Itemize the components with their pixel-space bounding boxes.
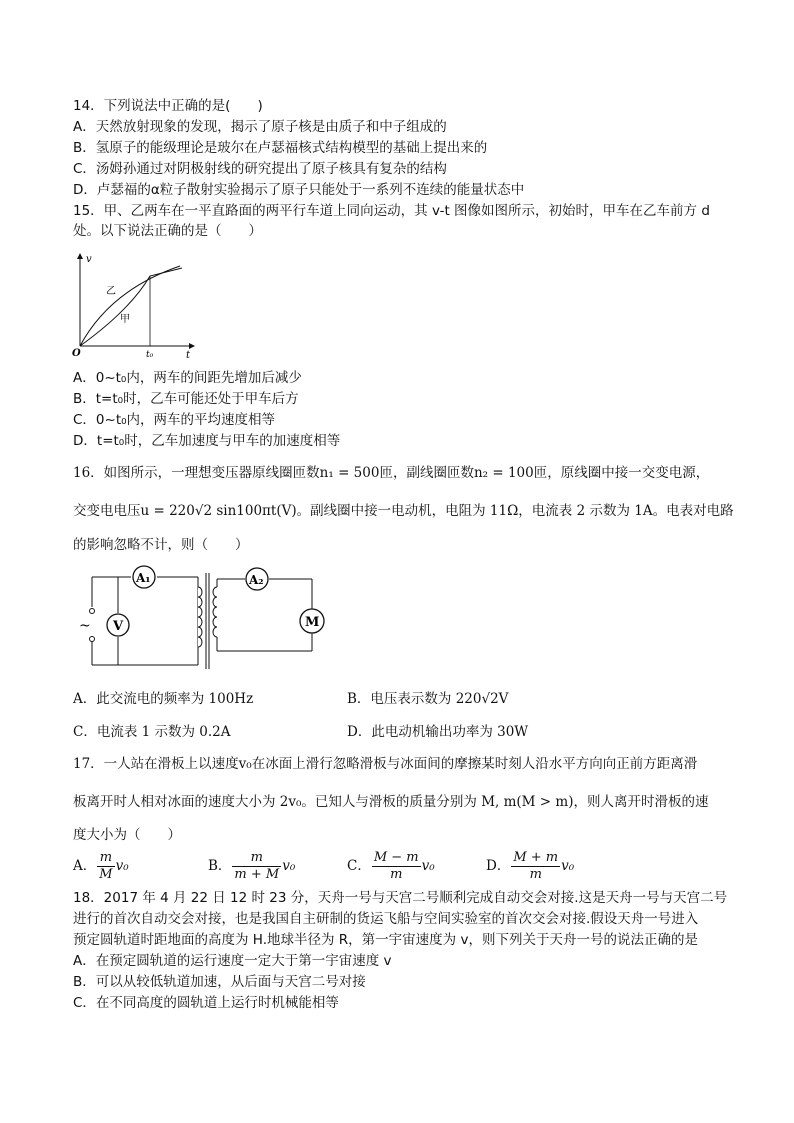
q17-option-d-velocity: v₀ — [561, 858, 575, 874]
q16-option-d: D．此电动机输出功率为 30W — [347, 724, 529, 740]
t0-label: t₀ — [146, 350, 154, 360]
q17-option-a — [73, 850, 129, 883]
q17-option-b-denominator: m + M — [234, 867, 280, 882]
q15-stem-line1: 15．甲、乙两车在一平直路面的两平行车道上同向运动，其 v-t 图像如图所示，初始时，甲车在乙车前方 d — [73, 203, 710, 219]
q18-option-a: A．在预定圆轨道的运行速度一定大于第一宇宙速度 v — [73, 953, 392, 969]
q18-option-b: B．可以从较低轨道加速，从后面与天宫二号对接 — [73, 974, 366, 990]
yi-label: 乙 — [106, 286, 116, 297]
q15-option-a: A．0~t₀内，两车的间距先增加后减少 — [73, 370, 302, 386]
q18-stem-line3: 预定圆轨道时距地面的高度为 H.地球半径为 R，第一宇宙速度为 v，则下列关于天舟一号的说法正确的是 — [73, 932, 698, 948]
q16-stem-line1: 16．如图所示，一理想变压器原线圈匝数n₁ = 500匝，副线圈匝数n₂ = 100匝，原线圈中接一交变电源， — [73, 465, 710, 481]
q16-stem-line3: 的影响忽略不计，则（ ） — [73, 537, 249, 553]
primary-coil — [198, 587, 202, 647]
q16-stem-line2: 交变电电压u = 220√2 sin100πt(V)。副线圈中接一电动机，电阻为 11Ω，电流表 2 示数为 1A。电表对电路 — [73, 503, 734, 519]
q16-transformer-circuit — [76, 565, 336, 675]
jia-label: 甲 — [120, 314, 130, 325]
q17-option-b — [208, 850, 295, 883]
q17-option-c-fraction — [372, 850, 421, 883]
q18-option-c: C．在不同高度的圆轨道上运行时机械能相等 — [73, 995, 339, 1011]
q15-option-d: D．t=t₀时，乙车加速度与甲车的加速度相等 — [73, 433, 341, 449]
t-label: t — [186, 350, 191, 361]
q17-option-c — [347, 850, 435, 883]
motor-label: M — [305, 615, 320, 630]
q16-option-a: A．此交流电的频率为 100Hz — [73, 691, 254, 707]
q18-stem-line2: 进行的首次自动交会对接，也是我国自主研制的货运飞船与空间实验室的首次交会对接.假设天舟一号进入 — [73, 911, 699, 927]
q17-option-d-numerator: M + m — [513, 850, 559, 865]
q18-stem-line1: 18．2017 年 4 月 22 日 12 时 23 分，天舟一号与天宫二号顺利完成自动交会对接.这是天舟一号与天宫二号 — [73, 890, 728, 906]
q15-vt-graph — [70, 250, 200, 362]
q16-option-c: C．电流表 1 示数为 0.2A — [73, 724, 231, 740]
secondary-coil — [213, 587, 217, 637]
q17-stem-line3: 度大小为（ ） — [73, 827, 181, 843]
q17-option-b-fraction — [232, 850, 281, 883]
terminal-top — [90, 609, 95, 614]
terminal-bottom — [90, 637, 95, 642]
ammeter-2-label: A₂ — [249, 573, 264, 587]
q14-stem: 14．下列说法中正确的是( ) — [73, 98, 263, 114]
q15-stem-line2: 处。以下说法正确的是（ ） — [73, 223, 262, 239]
q14-option-a: A．天然放射现象的发现，揭示了原子核是由质子和中子组成的 — [73, 119, 447, 135]
q17-option-a-velocity: v₀ — [115, 858, 129, 874]
origin-label: O — [72, 348, 81, 359]
q17-option-c-label: C． — [347, 858, 371, 874]
yi-curve — [80, 266, 180, 346]
q17-option-d-label: D． — [486, 858, 511, 874]
q14-option-b: B．氢原子的能级理论是玻尔在卢瑟福核式结构模型的基础上提出来的 — [73, 140, 488, 156]
v-label: v — [86, 254, 92, 265]
q17-stem-line1: 17．一人站在滑板上以速度v₀在冰面上滑行忽略滑板与冰面间的摩擦某时刻人沿水平方向向正前方距离滑 — [73, 756, 698, 772]
q14-option-d: D．卢瑟福的α粒子散射实验揭示了原子只能处于一系列不连续的能量状态中 — [73, 182, 525, 198]
q14-option-c: C．汤姆孙通过对阴极射线的研究提出了原子核具有复杂的结构 — [73, 161, 447, 177]
q16-option-b: B．电压表示数为 220√2V — [347, 691, 509, 707]
q17-option-a-fraction — [97, 850, 114, 883]
q17-option-a-label: A． — [73, 858, 97, 874]
q17-stem-line2: 板离开时人相对冰面的速度大小为 2v₀。已知人与滑板的质量分别为 M, m(M > m)，则人离开时滑板的速 — [73, 794, 709, 810]
voltmeter-label: V — [113, 619, 124, 634]
q17-option-d-denominator: m — [529, 867, 542, 882]
q17-option-a-denominator: M — [99, 867, 113, 882]
jia-curve — [80, 268, 182, 346]
q17-option-d — [486, 850, 574, 883]
q17-option-d-fraction — [511, 850, 560, 883]
q17-option-b-velocity: v₀ — [282, 858, 296, 874]
q17-option-b-numerator: m — [232, 850, 281, 867]
ac-source-symbol: ~ — [79, 618, 91, 634]
q17-option-c-velocity: v₀ — [421, 858, 435, 874]
q17-option-c-denominator: m — [390, 867, 403, 882]
ammeter-1-label: A₁ — [136, 571, 151, 585]
q17-option-a-numerator: m — [97, 850, 114, 867]
q17-option-b-label: B． — [208, 858, 232, 874]
q15-option-c: C．0~t₀内，两车的平均速度相等 — [73, 412, 276, 428]
q17-option-c-numerator: M − m — [373, 850, 419, 865]
q15-option-b: B．t=t₀时，乙车可能还处于甲车后方 — [73, 391, 299, 407]
